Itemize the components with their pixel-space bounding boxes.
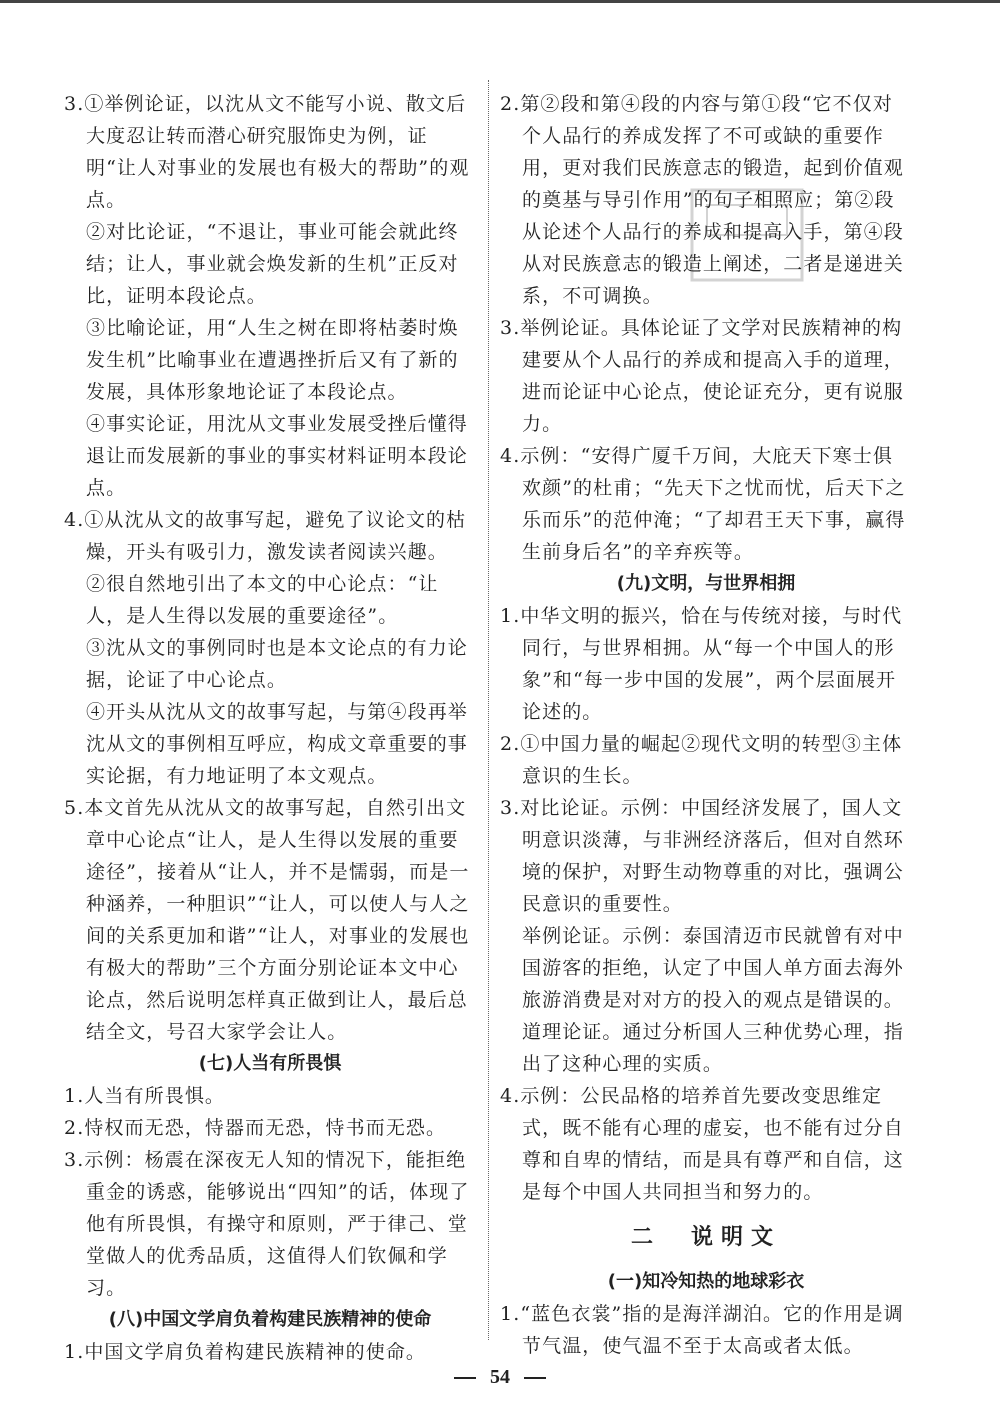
top-rule [0, 0, 1000, 3]
answer-paragraph: 举例论证。示例：泰国清迈市民就曾有对中国游客的拒绝，认定了中国人单方面去海外旅游消费是对对方的投入的观点是错误的。 [522, 925, 904, 1011]
subsection-heading: (八)中国文学肩负着构建民族精神的使命 [108, 1309, 432, 1330]
answer-item: 3.示例：杨震在深夜无人知的情况下，能拒绝重金的诱惑，能够说出“四知”的话，体现了他有所畏惧，有操守和原则，严于律己、堂堂做人的优秀品质，这值得人们钦佩和学习。 [64, 1149, 470, 1299]
subsection-heading: (七)人当有所畏惧 [198, 1053, 342, 1074]
answer-paragraph: ②很自然地引出了本文的中心论点：“让人，是人生得以发展的重要途径”。 [86, 573, 439, 627]
answer-item: 5.本文首先从沈从文的故事写起，自然引出文章中心论点“让人，是人生得以发展的重要途径”，接着从“让人，并不是懦弱，而是一种涵养，一种胆识”“让人，可以使人与人之间的关系更加和谐”“让人，对事业的发展也有极大的帮助”三个方面分别论证本文中心论点，然后说明怎样真正做到让人，最后总结全文，号召大家学会让人。 [64, 797, 470, 1043]
page-number-value: 54 [490, 1366, 510, 1388]
answer-item: 1.“蓝色衣裳”指的是海洋湖泊。它的作用是调节气温，使气温不至于太高或者太低。 [500, 1303, 904, 1357]
answer-item: 2.恃权而无恐，恃器而无恐，恃书而无恐。 [64, 1117, 447, 1139]
answer-paragraph: ②对比论证，“不退让，事业可能会就此终结；让人，事业就会焕发新的生机”正反对比，证明本段论点。 [86, 221, 459, 307]
answer-paragraph: ③沈从文的事例同时也是本文论点的有力论据，论证了中心论点。 [86, 637, 468, 691]
page-number-dash-left [454, 1377, 476, 1379]
answer-paragraph: 道理论证。通过分析国人三种优势心理，指出了这种心理的实质。 [522, 1021, 904, 1075]
answer-paragraph: ④事实论证，用沈从文事业发展受挫后懂得退让而发展新的事业的事实材料证明本段论点。 [86, 413, 468, 499]
column-divider [488, 80, 489, 1340]
answer-item: 4.示例：公民品格的培养首先要改变思维定式，既不能有心理的虚妄，也不能有过分自尊和自卑的情结，而是具有尊严和自信，这是每个中国人共同担当和努力的。 [500, 1085, 904, 1203]
answer-item: 1.中华文明的振兴，恰在与传统对接，与时代同行，与世界相拥。从“每一个中国人的形象”和“每一步中国的发展”，两个层面展开论述的。 [500, 605, 903, 723]
answer-item: 4.①从沈从文的故事写起，避免了议论文的枯燥，开头有吸引力，激发读者阅读兴趣。 [64, 509, 467, 563]
answer-paragraph: ④开头从沈从文的故事写起，与第④段再举沈从文的事例相互呼应，构成文章重要的事实论据，有力地证明了本文观点。 [86, 701, 468, 787]
answer-item: 1.中国文学肩负着构建民族精神的使命。 [64, 1341, 427, 1363]
answer-item: 2.①中国力量的崛起②现代文明的转型③主体意识的生长。 [500, 733, 903, 787]
answer-item: 3.①举例论证，以沈从文不能写小说、散文后大度忍让转而潜心研究服饰史为例，证明“让人对事业的发展也有极大的帮助”的观点。 [64, 93, 470, 211]
answer-item: 1.人当有所畏惧。 [64, 1085, 226, 1107]
left-column [64, 88, 476, 1368]
answer-item: 2.第②段和第④段的内容与第①段“它不仅对个人品行的养成发挥了不可或缺的重要作用，更对我们民族意志的锻造，起到价值观的奠基与导引作用”的句子相照应；第②段从论述个人品行的养成和提高入手，第④段从对民族意志的锻造上阐述，二者是递进关系，不可调换。 [500, 93, 904, 307]
watermark-stamp-icon [672, 150, 822, 300]
answer-item: 3.举例论证。具体论证了文学对民族精神的构建要从个人品行的养成和提高入手的道理，进而论证中心论点，使论证充分，更有说服力。 [500, 317, 904, 435]
page-number-dash-right [524, 1377, 546, 1379]
section-title: 二 说明文 [630, 1225, 781, 1250]
subsection-heading: (九)文明，与世界相拥 [616, 573, 796, 594]
subsection-heading: (一)知冷知热的地球彩衣 [607, 1271, 805, 1292]
page-number [0, 1366, 1000, 1389]
answer-item: 4.示例：“安得广厦千万间，大庇天下寒士俱欢颜”的杜甫；“先天下之忧而忧，后天下之乐而乐”的范仲淹；“了却君王天下事，赢得生前身后名”的辛弃疾等。 [500, 445, 906, 563]
answer-item: 3.对比论证。示例：中国经济发展了，国人文明意识淡薄，与非洲经济落后，但对自然环境的保护，对野生动物尊重的对比，强调公民意识的重要性。 [500, 797, 904, 915]
answer-paragraph: ③比喻论证，用“人生之树在即将枯萎时焕发生机”比喻事业在遭遇挫折后又有了新的发展，具体形象地论证了本段论点。 [86, 317, 459, 403]
